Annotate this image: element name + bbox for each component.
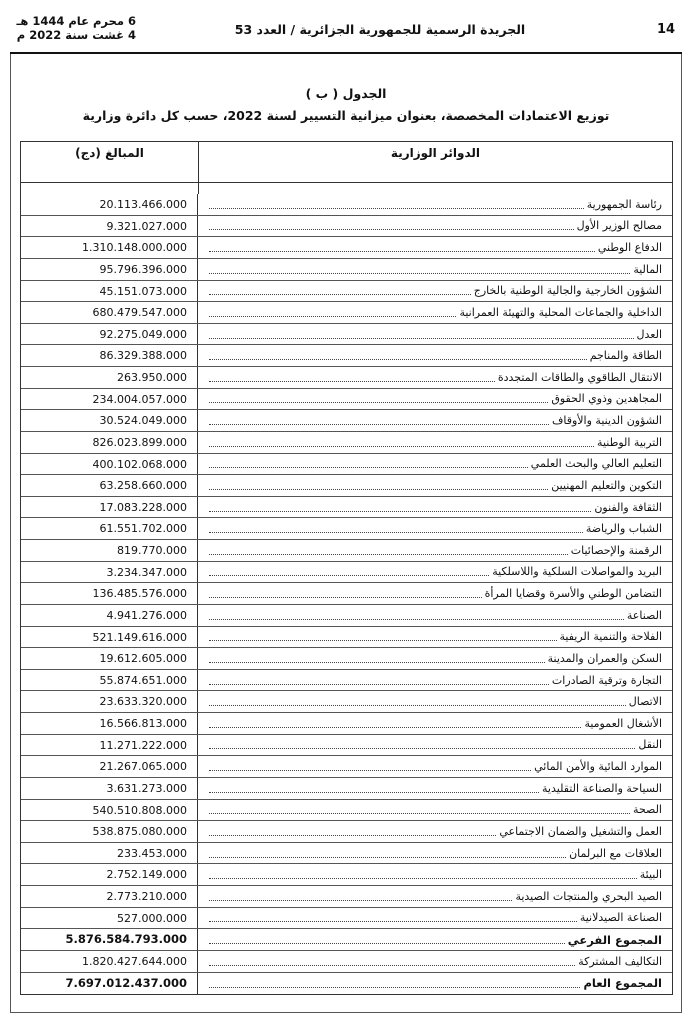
ministry-name: المجموع الفرعي [567, 932, 662, 947]
ministry-cell [199, 843, 672, 864]
leader-dots [209, 251, 595, 252]
table-row [21, 345, 672, 367]
table-row [21, 389, 672, 411]
column-header-ministry: الدوائر الوزارية [390, 146, 481, 160]
budget-table [20, 141, 673, 995]
amount-cell: 3.631.273.000 [21, 778, 198, 799]
table-row [21, 540, 672, 562]
ministry-cell [199, 345, 672, 366]
leader-dots [209, 208, 584, 209]
leader-dots [209, 727, 581, 728]
ministry-name: الشؤون الخارجية والجالية الوطنية بالخارج [473, 284, 662, 298]
ministry-name: الموارد المائية والأمن المائي [534, 760, 662, 774]
ministry-cell [199, 821, 672, 842]
ministry-name: العمل والتشغيل والضمان الاجتماعي [499, 824, 662, 838]
amount-cell: 16.566.813.000 [21, 713, 198, 734]
ministry-cell [199, 194, 672, 215]
date-gregorian: 4 غشت سنة 2022 م [16, 28, 136, 42]
table-label: الجدول ( ب ) [305, 86, 387, 101]
leader-dots [209, 402, 548, 403]
table-row [21, 691, 672, 713]
amount-cell: 2.752.149.000 [21, 864, 198, 885]
date-hijri: 6 محرم عام 1444 هـ [16, 14, 136, 28]
amount-cell: 4.941.276.000 [21, 605, 198, 626]
leader-dots [209, 273, 630, 274]
leader-dots [209, 511, 591, 512]
ministry-cell [199, 475, 672, 496]
ministry-cell [199, 389, 672, 410]
ministry-cell [199, 778, 672, 799]
amount-cell: 263.950.000 [21, 367, 198, 388]
amount-cell: 527.000.000 [21, 908, 198, 929]
table-row [21, 302, 672, 324]
leader-dots [209, 705, 626, 706]
ministry-cell [199, 237, 672, 258]
table-row [21, 886, 672, 908]
amount-cell: 30.524.049.000 [21, 410, 198, 431]
amount-cell: 23.633.320.000 [21, 691, 198, 712]
ministry-cell [199, 908, 672, 929]
ministry-name: التكوين والتعليم المهنيين [551, 478, 662, 492]
amount-cell: 45.151.073.000 [21, 281, 198, 302]
column-header-amount: المبالغ (دج) [21, 142, 199, 182]
leader-dots [209, 662, 545, 663]
leader-dots [209, 857, 566, 858]
table-row [21, 518, 672, 540]
table-row [21, 821, 672, 843]
amount-cell: 95.796.396.000 [21, 259, 198, 280]
table-row [21, 324, 672, 346]
ministry-name: الشباب والرياضة [585, 522, 662, 536]
ministry-name: الصناعة الصيدلانية [579, 911, 662, 925]
amount-cell: 521.149.616.000 [21, 627, 198, 648]
table-row [21, 237, 672, 259]
leader-dots [209, 597, 482, 598]
table-row [21, 605, 672, 627]
amount-cell: 86.329.388.000 [21, 345, 198, 366]
ministry-cell [199, 627, 672, 648]
leader-dots [209, 792, 539, 793]
ministry-cell [199, 410, 672, 431]
leader-dots [209, 424, 549, 425]
table-row [21, 497, 672, 519]
ministry-name: البيئة [639, 868, 662, 882]
amount-cell: 819.770.000 [21, 540, 198, 561]
leader-dots [209, 878, 637, 879]
ministry-name: التجارة وترقية الصادرات [551, 673, 662, 687]
gazette-title: الجريدة الرسمية للجمهورية الجزائرية / العدد 53 [234, 22, 526, 37]
gazette-page [10, 12, 682, 1014]
table-row [21, 713, 672, 735]
table-row [21, 216, 672, 238]
amount-cell: 234.004.057.000 [21, 389, 198, 410]
leader-dots [209, 294, 471, 295]
ministry-cell [199, 648, 672, 669]
amount-cell: 5.876.584.793.000 [21, 929, 198, 950]
table-row [21, 627, 672, 649]
ministry-name: الرقمنة والإحصائيات [570, 543, 662, 557]
ministry-cell [199, 432, 672, 453]
page-number: 14 [657, 22, 676, 37]
leader-dots [209, 489, 548, 490]
ministry-name: العدل [636, 327, 662, 341]
page-header [10, 12, 682, 52]
table-body [21, 194, 672, 994]
leader-dots [209, 813, 630, 814]
table-header-row [21, 142, 672, 183]
table-row [21, 454, 672, 476]
amount-cell: 7.697.012.437.000 [21, 973, 198, 995]
table-row [21, 475, 672, 497]
ministry-cell [199, 367, 672, 388]
table-row [21, 432, 672, 454]
ministry-cell [199, 518, 672, 539]
amount-cell: 11.271.222.000 [21, 735, 198, 756]
table-row [21, 951, 672, 973]
ministry-name: التضامن الوطني والأسرة وقضايا المرأة [484, 587, 662, 601]
amount-cell: 400.102.068.000 [21, 454, 198, 475]
amount-cell: 540.510.808.000 [21, 800, 198, 821]
leader-dots [209, 359, 587, 360]
leader-dots [209, 684, 549, 685]
ministry-name: الثقافة والفنون [594, 500, 662, 514]
ministry-name: الصحة [633, 803, 662, 817]
leader-dots [209, 575, 489, 576]
ministry-name: التعليم العالي والبحث العلمي [530, 457, 662, 471]
table-row [21, 648, 672, 670]
leader-dots [209, 446, 594, 447]
ministry-name: الأشغال العمومية [584, 716, 662, 730]
amount-cell: 826.023.899.000 [21, 432, 198, 453]
ministry-cell [199, 800, 672, 821]
ministry-cell [199, 583, 672, 604]
amount-cell: 61.551.702.000 [21, 518, 198, 539]
amount-cell: 17.083.228.000 [21, 497, 198, 518]
leader-dots [209, 640, 557, 641]
ministry-cell [199, 735, 672, 756]
ministry-name: التكاليف المشتركة [578, 954, 662, 968]
amount-cell: 680.479.547.000 [21, 302, 198, 323]
table-row [21, 756, 672, 778]
ministry-cell [199, 216, 672, 237]
table-row [21, 778, 672, 800]
ministry-name: الاتصال [628, 695, 662, 709]
table-row [21, 973, 672, 995]
ministry-name: الصناعة [626, 608, 662, 622]
leader-dots [209, 381, 495, 382]
leader-dots [209, 965, 575, 966]
table-row [21, 583, 672, 605]
amount-cell: 136.485.576.000 [21, 583, 198, 604]
ministry-cell [199, 691, 672, 712]
ministry-name: البريد والمواصلات السلكية واللاسلكية [492, 565, 662, 579]
ministry-cell [199, 605, 672, 626]
ministry-name: رئاسة الجمهورية [586, 197, 662, 211]
table-row [21, 929, 672, 951]
ministry-name: التربية الوطنية [597, 435, 662, 449]
ministry-name: السياحة والصناعة التقليدية [542, 781, 662, 795]
table-spacer [21, 183, 672, 194]
ministry-cell [199, 454, 672, 475]
ministry-cell [199, 324, 672, 345]
table-row [21, 670, 672, 692]
amount-cell: 9.321.027.000 [21, 216, 198, 237]
ministry-cell [199, 864, 672, 885]
leader-dots [209, 229, 574, 230]
amount-cell: 21.267.065.000 [21, 756, 198, 777]
amount-cell: 538.875.080.000 [21, 821, 198, 842]
ministry-name: الصيد البحري والمنتجات الصيدية [515, 889, 662, 903]
amount-cell: 19.612.605.000 [21, 648, 198, 669]
table-row [21, 908, 672, 930]
leader-dots [209, 338, 634, 339]
ministry-cell [199, 302, 672, 323]
ministry-cell [199, 259, 672, 280]
ministry-name: الشؤون الدينية والأوقاف [551, 414, 662, 428]
ministry-cell [199, 713, 672, 734]
table-row [21, 562, 672, 584]
amount-cell: 3.234.347.000 [21, 562, 198, 583]
table-row [21, 800, 672, 822]
ministry-cell [199, 562, 672, 583]
ministry-name: الانتقال الطاقوي والطاقات المتجددة [497, 370, 662, 384]
leader-dots [209, 467, 528, 468]
table-row [21, 864, 672, 886]
table-row [21, 194, 672, 216]
ministry-name: النقل [638, 738, 662, 752]
leader-dots [209, 532, 583, 533]
amount-cell: 1.310.148.000.000 [21, 237, 198, 258]
ministry-cell [199, 540, 672, 561]
leader-dots [209, 987, 580, 988]
ministry-name: الفلاحة والتنمية الريفية [559, 630, 662, 644]
leader-dots [209, 900, 512, 901]
ministry-name: المجموع العام [583, 976, 662, 991]
leader-dots [209, 748, 635, 749]
table-row [21, 259, 672, 281]
leader-dots [209, 943, 565, 944]
leader-dots [209, 554, 568, 555]
leader-dots [209, 770, 531, 771]
table-title: توزيع الاعتمادات المخصصة، بعنوان ميزانية التسيير لسنة 2022، حسب كل دائرة وزارية [82, 108, 610, 123]
leader-dots [209, 619, 624, 620]
table-row [21, 410, 672, 432]
amount-cell: 63.258.660.000 [21, 475, 198, 496]
ministry-cell [199, 281, 672, 302]
issue-date [16, 14, 136, 42]
table-row [21, 735, 672, 757]
leader-dots [209, 921, 577, 922]
ministry-cell [199, 497, 672, 518]
leader-dots [209, 835, 496, 836]
ministry-name: الدفاع الوطني [597, 241, 662, 255]
ministry-cell [199, 886, 672, 907]
table-row [21, 281, 672, 303]
ministry-name: الطاقة والمناجم [589, 349, 662, 363]
amount-cell: 233.453.000 [21, 843, 198, 864]
ministry-name: المالية [633, 262, 662, 276]
ministry-cell [199, 756, 672, 777]
amount-cell: 55.874.651.000 [21, 670, 198, 691]
ministry-name: الداخلية والجماعات المحلية والتهيئة العمرانية [459, 305, 662, 319]
amount-cell: 92.275.049.000 [21, 324, 198, 345]
ministry-cell [199, 929, 672, 950]
ministry-cell [199, 670, 672, 691]
amount-cell: 20.113.466.000 [21, 194, 198, 215]
amount-cell: 2.773.210.000 [21, 886, 198, 907]
leader-dots [209, 316, 456, 317]
ministry-cell [199, 973, 672, 995]
amount-cell: 1.820.427.644.000 [21, 951, 198, 972]
ministry-name: المجاهدين وذوي الحقوق [551, 392, 662, 406]
ministry-cell [199, 951, 672, 972]
table-row [21, 367, 672, 389]
ministry-name: السكن والعمران والمدينة [547, 651, 662, 665]
ministry-name: مصالح الوزير الأول [576, 219, 662, 233]
ministry-name: العلاقات مع البرلمان [569, 846, 662, 860]
table-row [21, 843, 672, 865]
